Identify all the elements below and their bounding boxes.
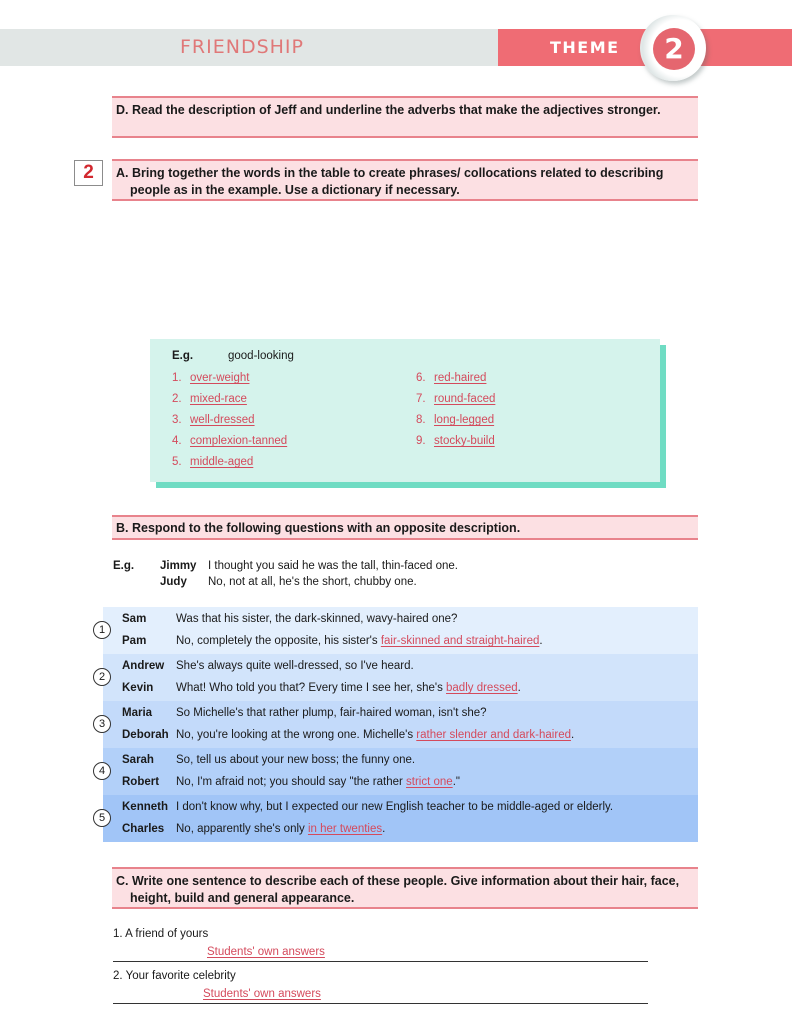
dialogue-text: No, I'm afraid not; you should say "the rather bbox=[176, 776, 407, 788]
answer-item bbox=[172, 456, 253, 468]
speaker-name: Jimmy bbox=[160, 560, 197, 572]
answer-text: in her twenties bbox=[307, 823, 383, 835]
answer-number: 5. bbox=[172, 456, 182, 468]
speaker-name: Maria bbox=[122, 707, 153, 719]
answer-item bbox=[172, 435, 287, 447]
dialogue-text: No, apparently she's only bbox=[176, 823, 308, 835]
dialogue-line: No, not at all, he's the short, chubby one. bbox=[208, 576, 417, 588]
answer-text: fair-skinned and straight-haired bbox=[380, 635, 540, 647]
example-label: E.g. bbox=[172, 350, 194, 362]
answer-text: stocky-build bbox=[434, 435, 495, 447]
question-label-1: 1. A friend of yours bbox=[113, 928, 209, 940]
dialogue-suffix: . bbox=[539, 635, 543, 647]
answer-number: 3. bbox=[172, 414, 182, 426]
dialogue-text: So Michelle's that rather plump, fair-haired woman, isn't she? bbox=[176, 707, 487, 719]
answer-box bbox=[150, 339, 660, 482]
page-title: FRIENDSHIP bbox=[180, 36, 304, 58]
speaker-name: Pam bbox=[122, 635, 147, 647]
answer-text: complexion-tanned bbox=[190, 435, 288, 447]
question-label-2: 2. Your favorite celebrity bbox=[113, 970, 236, 982]
speaker-name: Judy bbox=[160, 576, 187, 588]
speaker-name: Robert bbox=[122, 776, 160, 788]
dialogue-suffix: . bbox=[517, 682, 521, 694]
answer-number: 1. bbox=[172, 372, 182, 384]
dialogue-suffix: . bbox=[382, 823, 386, 835]
instruction-c-text: C. Write one sentence to describe each of these people. Give information about their hair, face, height, build and general appearance. bbox=[116, 874, 680, 905]
dialogue-suffix: ." bbox=[452, 776, 460, 788]
answer-text: well-dressed bbox=[190, 414, 255, 426]
answer-text: Students' own answers bbox=[203, 988, 321, 1000]
answer-number: 8. bbox=[416, 414, 426, 426]
dialogue-band-1 bbox=[98, 607, 698, 654]
dialogue-band-4 bbox=[98, 748, 698, 795]
example-label: E.g. bbox=[113, 560, 135, 572]
instruction-b bbox=[112, 515, 698, 540]
question-line bbox=[122, 801, 613, 813]
theme-badge-circle bbox=[653, 28, 695, 70]
answer-line bbox=[122, 776, 460, 788]
answer-line bbox=[122, 682, 521, 694]
speaker-name: Sam bbox=[122, 613, 147, 625]
question-line bbox=[122, 613, 457, 625]
dialogue-text: Was that his sister, the dark-skinned, wavy-haired one? bbox=[176, 613, 458, 625]
answer-text: Students' own answers bbox=[207, 946, 325, 958]
theme-number-badge bbox=[640, 15, 706, 81]
instruction-d bbox=[112, 96, 698, 138]
dialogue-text: So, tell us about your new boss; the funny one. bbox=[176, 754, 416, 766]
question-line bbox=[122, 707, 487, 719]
dialogue-band-2 bbox=[98, 654, 698, 701]
answer-item bbox=[416, 372, 486, 384]
instruction-a-text: A. Bring together the words in the table to create phrases/ collocations related to describing people as in the example. Use a dictionary if necessary. bbox=[116, 166, 664, 197]
speaker-name: Andrew bbox=[122, 660, 165, 672]
answer-text: over-weight bbox=[190, 372, 250, 384]
speaker-name: Sarah bbox=[122, 754, 154, 766]
example-row bbox=[172, 350, 294, 362]
answer-text: long-legged bbox=[434, 414, 495, 426]
section-number-box: 2 bbox=[74, 160, 103, 186]
question-line bbox=[122, 660, 414, 672]
answer-text: middle-aged bbox=[190, 456, 254, 468]
answer-number: 2. bbox=[172, 393, 182, 405]
dialogue-suffix: . bbox=[570, 729, 575, 741]
answer-item bbox=[416, 435, 495, 447]
answer-text: round-faced bbox=[434, 393, 496, 405]
instruction-c bbox=[112, 867, 698, 909]
answer-item bbox=[172, 393, 247, 405]
dialogue-text: I don't know why, but I expected our new English teacher to be middle-aged or elderly. bbox=[176, 801, 614, 813]
speaker-name: Charles bbox=[122, 823, 165, 835]
answer-line bbox=[122, 823, 385, 835]
theme-number: 2 bbox=[664, 32, 684, 65]
item-number-circle: 1 bbox=[93, 621, 111, 639]
item-number-circle: 5 bbox=[93, 809, 111, 827]
question-line bbox=[122, 754, 415, 766]
answer-number: 9. bbox=[416, 435, 426, 447]
answer-line bbox=[122, 635, 543, 647]
item-number-circle: 3 bbox=[93, 715, 111, 733]
dialogue-line: I thought you said he was the tall, thin-faced one. bbox=[208, 560, 458, 572]
example-text: good-looking bbox=[228, 350, 294, 362]
answer-line bbox=[122, 729, 574, 741]
answer-line-1[interactable] bbox=[113, 944, 648, 962]
dialogue-text: What! Who told you that? Every time I see her, she's bbox=[176, 682, 447, 694]
item-number-circle: 4 bbox=[93, 762, 111, 780]
item-number-circle: 2 bbox=[93, 668, 111, 686]
answer-text: rather slender and dark-haired bbox=[416, 729, 571, 741]
answer-number: 7. bbox=[416, 393, 426, 405]
dialogue-band-5 bbox=[98, 795, 698, 842]
answer-line-2[interactable] bbox=[113, 986, 648, 1004]
speaker-name: Deborah bbox=[122, 729, 169, 741]
instruction-a bbox=[112, 159, 698, 201]
answer-text: mixed-race bbox=[190, 393, 247, 405]
dialogue-text: She's always quite well-dressed, so I've heard. bbox=[176, 660, 414, 672]
speaker-name: Kenneth bbox=[122, 801, 168, 813]
dialogue-text: No, completely the opposite, his sister's bbox=[176, 635, 381, 647]
answer-text: badly dressed bbox=[446, 682, 518, 694]
instruction-d-text: D. Read the description of Jeff and underline the adverbs that make the adjectives stronger. bbox=[116, 103, 661, 117]
speaker-name: Kevin bbox=[122, 682, 154, 694]
dialogue-text: No, you're looking at the wrong one. Michelle's bbox=[176, 729, 417, 741]
answer-item bbox=[172, 372, 249, 384]
answer-number: 6. bbox=[416, 372, 426, 384]
theme-banner bbox=[0, 29, 792, 66]
answer-text: red-haired bbox=[434, 372, 487, 384]
answer-item bbox=[416, 393, 495, 405]
answer-text: strict one bbox=[406, 776, 453, 788]
answer-item bbox=[416, 414, 494, 426]
dialogue-band-3 bbox=[98, 701, 698, 748]
answer-number: 4. bbox=[172, 435, 182, 447]
instruction-b-text: B. Respond to the following questions with an opposite description. bbox=[116, 521, 521, 535]
answer-item bbox=[172, 414, 255, 426]
theme-label: THEME bbox=[550, 38, 620, 57]
